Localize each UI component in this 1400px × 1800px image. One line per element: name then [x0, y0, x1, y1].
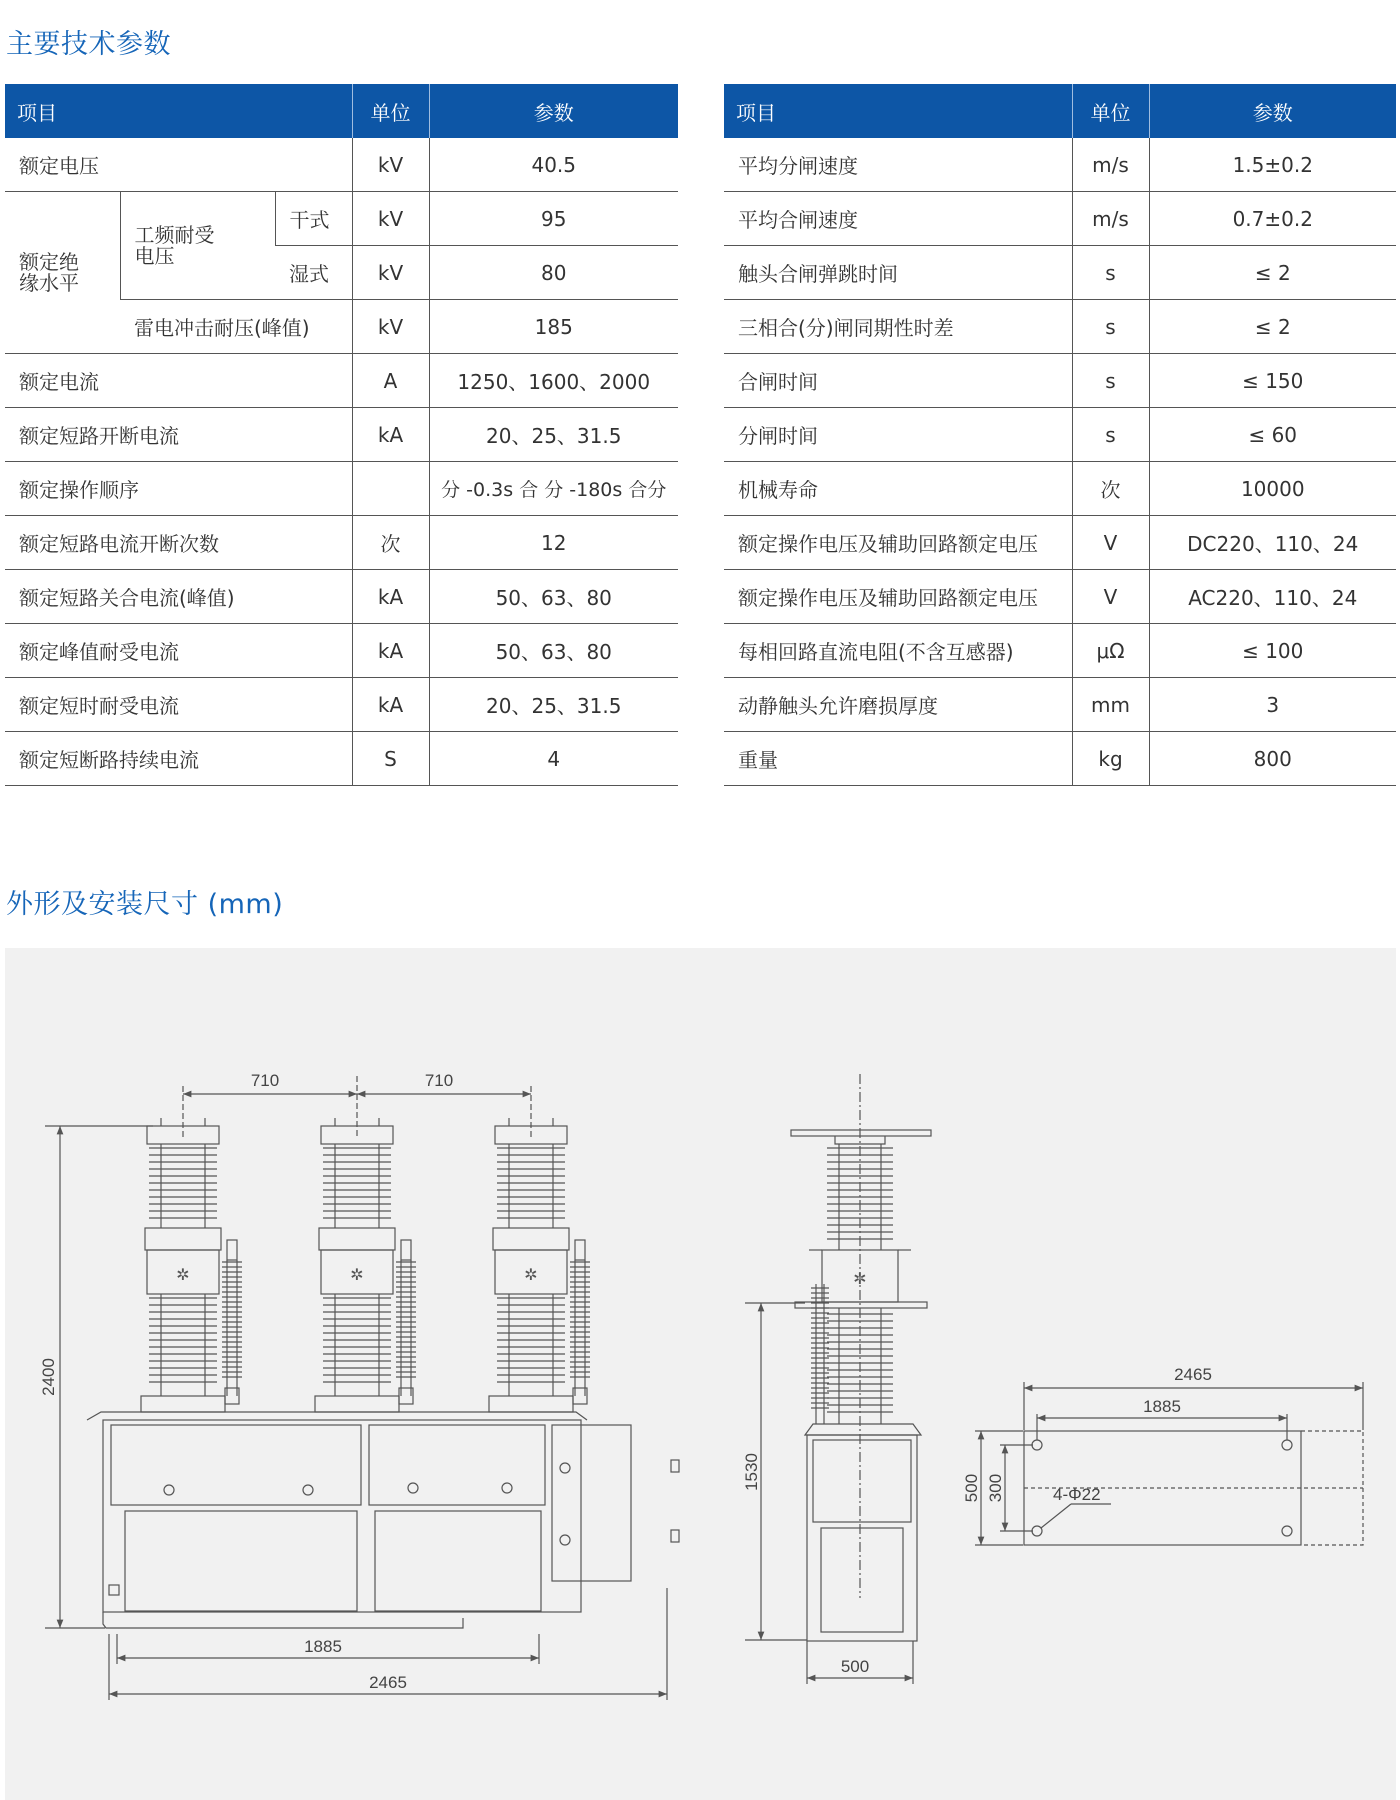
- side-view: [745, 1074, 931, 1684]
- header-unit: 单位: [1072, 84, 1149, 138]
- row-unit: 次: [1072, 462, 1149, 516]
- insulation-group-label: [5, 192, 120, 354]
- dim-side-height: 1530: [742, 1453, 761, 1491]
- row-value: 50、63、80: [429, 624, 678, 678]
- row-value: 40.5: [429, 138, 678, 192]
- table-row: [5, 192, 678, 246]
- dim-side-base-width: 500: [840, 1657, 870, 1676]
- dry-value: 95: [429, 192, 678, 246]
- wet-unit: kV: [352, 246, 429, 300]
- flange-symbol-icon: ✲: [524, 1265, 538, 1284]
- power-freq-label: [120, 192, 275, 300]
- row-unit: mm: [1072, 678, 1149, 732]
- section-title-dimensions: 外形及安装尺寸 (mm): [6, 889, 284, 920]
- row-value: 1250、1600、2000: [429, 354, 678, 408]
- flange-symbol-icon: ✲: [350, 1265, 364, 1284]
- flange-symbol-icon: ✲: [853, 1269, 867, 1288]
- table-row: [724, 138, 1396, 192]
- table-row: [724, 354, 1396, 408]
- row-value: 50、63、80: [429, 570, 678, 624]
- row-label: 额定短断路持续电流: [5, 732, 352, 786]
- row-unit: kA: [352, 624, 429, 678]
- row-unit: V: [1072, 570, 1149, 624]
- table-row: [5, 732, 678, 786]
- insulator-pole: [489, 1118, 590, 1412]
- dim-plan-hole-spacing: 1885: [1143, 1397, 1181, 1416]
- header-param: 参数: [1149, 84, 1396, 138]
- row-unit: μΩ: [1072, 624, 1149, 678]
- flange-symbol-icon: ✲: [176, 1265, 190, 1284]
- row-unit: m/s: [1072, 192, 1149, 246]
- row-value: 3: [1149, 678, 1396, 732]
- row-unit: V: [1072, 516, 1149, 570]
- row-value: ≤ 60: [1149, 408, 1396, 462]
- dim-plan-length: 2465: [1174, 1365, 1212, 1384]
- header-item: 项目: [5, 84, 352, 138]
- row-label: 三相合(分)闸同期性时差: [724, 300, 1072, 354]
- table-row: [724, 462, 1396, 516]
- insulator-pole: [141, 1118, 242, 1412]
- row-unit: kA: [352, 678, 429, 732]
- row-label: 额定短路电流开断次数: [5, 516, 352, 570]
- row-value: DC220、110、24: [1149, 516, 1396, 570]
- dim-total-height: 2400: [39, 1358, 58, 1396]
- header-param: 参数: [429, 84, 678, 138]
- table-row: [724, 678, 1396, 732]
- dim-hole-spec: 4-Φ22: [1053, 1485, 1101, 1504]
- table-row: [5, 408, 678, 462]
- row-value: 20、25、31.5: [429, 408, 678, 462]
- row-label: 分闸时间: [724, 408, 1072, 462]
- table-row: [724, 516, 1396, 570]
- section-title-main-params: 主要技术参数: [6, 29, 171, 60]
- header-item: 项目: [724, 84, 1072, 138]
- row-value: 10000: [1149, 462, 1396, 516]
- table-row: [724, 570, 1396, 624]
- side-insulator: [811, 1144, 893, 1424]
- table-row: [5, 678, 678, 732]
- dim-pole-spacing-2: 710: [424, 1071, 454, 1090]
- row-value: ≤ 100: [1149, 624, 1396, 678]
- side-insulators: [811, 1144, 893, 1424]
- row-value: 0.7±0.2: [1149, 192, 1396, 246]
- dim-overall-width: 2465: [369, 1673, 407, 1692]
- row-label: 额定电压: [5, 138, 352, 192]
- insulation-group-text: 额定绝缘水平: [19, 249, 79, 295]
- table-row: [5, 138, 678, 192]
- table-row: [5, 354, 678, 408]
- row-label: 额定短路开断电流: [5, 408, 352, 462]
- row-label: 重量: [724, 732, 1072, 786]
- row-value: AC220、110、24: [1149, 570, 1396, 624]
- row-unit: s: [1072, 408, 1149, 462]
- row-value: 1.5±0.2: [1149, 138, 1396, 192]
- table-row: [724, 246, 1396, 300]
- row-label: 额定电流: [5, 354, 352, 408]
- header-unit: 单位: [352, 84, 429, 138]
- row-label: 额定操作电压及辅助回路额定电压: [724, 516, 1072, 570]
- table-row: [724, 192, 1396, 246]
- table-row: [5, 624, 678, 678]
- row-value: 4: [429, 732, 678, 786]
- lightning-value: 185: [429, 300, 678, 354]
- table-row: [724, 732, 1396, 786]
- row-value: 800: [1149, 732, 1396, 786]
- front-view: [45, 1076, 679, 1700]
- lightning-unit: kV: [352, 300, 429, 354]
- row-value: 20、25、31.5: [429, 678, 678, 732]
- row-label: 额定操作顺序: [5, 462, 352, 516]
- row-unit: kA: [352, 408, 429, 462]
- row-label: 额定操作电压及辅助回路额定电压: [724, 570, 1072, 624]
- dim-plan-hole-short: 300: [986, 1473, 1005, 1503]
- dry-label: 干式: [275, 192, 352, 246]
- main-params-table-left: [5, 84, 678, 786]
- row-label: 平均合闸速度: [724, 192, 1072, 246]
- row-label: 额定短路关合电流(峰值): [5, 570, 352, 624]
- dim-pole-spacing-1: 710: [250, 1071, 280, 1090]
- insulator-pole: [315, 1118, 416, 1412]
- row-label: 动静触头允许磨损厚度: [724, 678, 1072, 732]
- row-unit: S: [352, 732, 429, 786]
- wet-label: 湿式: [275, 246, 352, 300]
- row-label: 合闸时间: [724, 354, 1072, 408]
- row-value: 12: [429, 516, 678, 570]
- row-value: ≤ 2: [1149, 300, 1396, 354]
- table-row: [5, 516, 678, 570]
- table-row: [5, 570, 678, 624]
- row-unit: s: [1072, 246, 1149, 300]
- table-row: [724, 300, 1396, 354]
- row-label: 平均分闸速度: [724, 138, 1072, 192]
- row-unit: m/s: [1072, 138, 1149, 192]
- row-label: 每相回路直流电阻(不含互感器): [724, 624, 1072, 678]
- row-label: 额定短时耐受电流: [5, 678, 352, 732]
- row-unit: s: [1072, 354, 1149, 408]
- row-unit: 次: [352, 516, 429, 570]
- row-label: 触头合闸弹跳时间: [724, 246, 1072, 300]
- row-unit: A: [352, 354, 429, 408]
- row-value: ≤ 2: [1149, 246, 1396, 300]
- row-value: 分 -0.3s 合 分 -180s 合分: [429, 462, 678, 516]
- dimension-drawing-panel: [5, 948, 1396, 1800]
- table-header-row: [5, 84, 678, 138]
- table-header-row: [724, 84, 1396, 138]
- dimension-drawing: [5, 948, 1396, 1800]
- power-freq-text: 工频耐受电压: [134, 222, 215, 268]
- row-unit: [352, 462, 429, 516]
- row-unit: kg: [1072, 732, 1149, 786]
- main-params-table-right: [724, 84, 1396, 786]
- dim-plan-depth: 500: [962, 1473, 981, 1503]
- table-row: [724, 624, 1396, 678]
- lightning-label: 雷电冲击耐压(峰值): [120, 300, 352, 354]
- table-row: [5, 462, 678, 516]
- wet-value: 80: [429, 246, 678, 300]
- table-row: [724, 408, 1396, 462]
- row-label: 机械寿命: [724, 462, 1072, 516]
- row-unit: kV: [352, 138, 429, 192]
- insulator-poles: [141, 1118, 590, 1412]
- dim-frame-width: 1885: [304, 1637, 342, 1656]
- row-unit: kA: [352, 570, 429, 624]
- row-unit: s: [1072, 300, 1149, 354]
- row-label: 额定峰值耐受电流: [5, 624, 352, 678]
- dry-unit: kV: [352, 192, 429, 246]
- row-value: ≤ 150: [1149, 354, 1396, 408]
